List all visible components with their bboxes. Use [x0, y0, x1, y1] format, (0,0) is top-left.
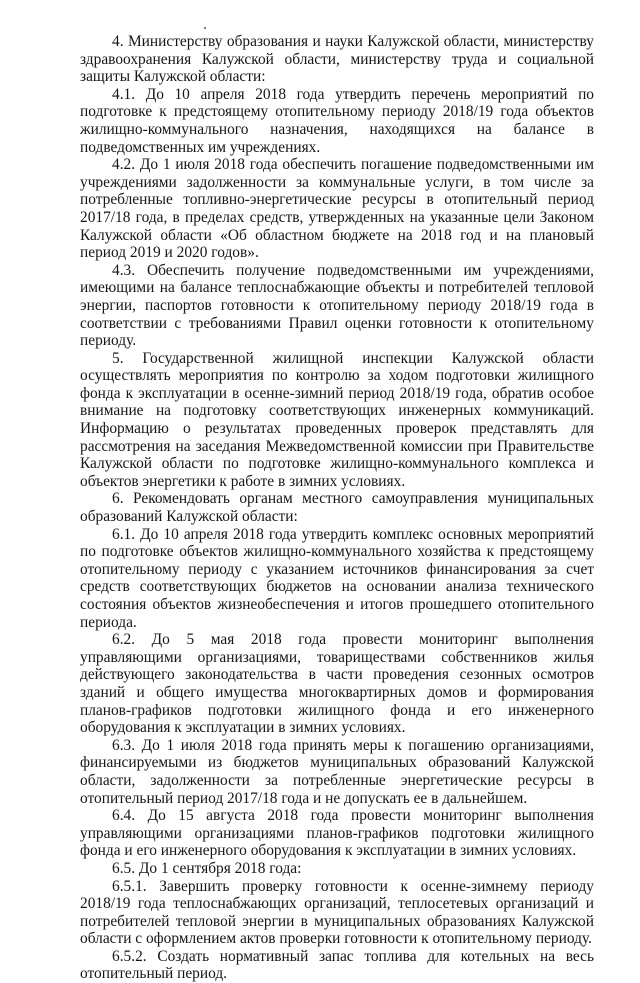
paragraph-4: 4. Министерству образования и науки Калужской области, министерству здравоохранения Калужской области, министерству труда и социальной защиты Калужской области:	[80, 33, 594, 86]
paragraph-6-1: 6.1. До 10 апреля 2018 года утвердить комплекс основных мероприятий по подготовке объектов жилищно-коммунального хозяйства к предстоящему отопительному периоду с указанием источников финансирования за счет средств соответствующих бюджетов на основании анализа технического состояния объектов жизнеобеспечения и итогов прошедшего отопительного периода.	[80, 525, 594, 631]
paragraph-6-2: 6.2. До 5 мая 2018 года провести мониторинг выполнения управляющими организациями, товариществами собственников жилья действующего законодательства в части проведения сезонных осмотров зданий и общего имущества многоквартирных домов и формирования планов-графиков подготовки жилищного фонда и его инженерного оборудования к эксплуатации в зимних условиях.	[80, 631, 594, 737]
paragraph-6-5-2: 6.5.2. Создать нормативный запас топлива для котельных на весь отопительный период.	[80, 947, 594, 983]
paragraph-4-2: 4.2. До 1 июля 2018 года обеспечить погашение подведомственными им учреждениями задолженности за коммунальные услуги, в том числе за потребленные топливно-энергетические ресурсы в отопительный период 2017/18 года, в пределах средств, утвержденных на указанные цели Законом Калужской области «Об областном бюджете на 2018 год и на плановый период 2019 и 2020 годов».	[80, 156, 594, 262]
scan-speck	[204, 27, 206, 29]
paragraph-4-1: 4.1. До 10 апреля 2018 года утвердить перечень мероприятий по подготовке к предстоящему отопительному периоду 2018/19 года объектов жилищно-коммунального назначения, находящихся на балансе в подведомственных им учреждениях.	[80, 85, 594, 156]
paragraph-6: 6. Рекомендовать органам местного самоуправления муниципальных образований Калужской области:	[80, 490, 594, 526]
paragraph-6-3: 6.3. До 1 июля 2018 года принять меры к погашению организациями, финансируемыми из бюджетов муниципальных образований Калужской области, задолженности за потребленные энергетические ресурсы в отопительный период 2017/18 года и не допускать ее в дальнейшем.	[80, 736, 594, 807]
paragraph-4-3: 4.3. Обеспечить получение подведомственными им учреждениями, имеющими на балансе теплоснабжающие объекты и потребителей тепловой энергии, паспортов готовности к отопительному периоду 2018/19 года в соответствии с требованиями Правил оценки готовности к отопительному периоду.	[80, 261, 594, 350]
paragraph-6-5: 6.5. До 1 сентября 2018 года:	[112, 859, 302, 877]
paragraph-6-5-1: 6.5.1. Завершить проверку готовности к осенне-зимнему периоду 2018/19 года теплоснабжающих организаций, теплосетевых организаций и потребителей тепловой энергии в муниципальных образованиях Калужской области с оформлением актов проверки готовности к отопительному периоду.	[80, 877, 594, 948]
paragraph-5: 5. Государственной жилищной инспекции Калужской области осуществлять мероприятия по контролю за ходом подготовки жилищного фонда к эксплуатации в осенне-зимний период 2018/19 года, обратив особое внимание на подготовку соответствующих инженерных коммуникаций. Информацию о результатах проведенных проверок представлять для рассмотрения на заседания Межведомственной комиссии при Правительстве Калужской области по подготовке жилищно-коммунального комплекса и объектов энергетики к работе в зимних условиях.	[80, 349, 594, 490]
document-page	[80, 33, 594, 983]
paragraph-6-4: 6.4. До 15 августа 2018 года провести мониторинг выполнения управляющими организациями планов-графиков подготовки жилищного фонда и его инженерного оборудования к эксплуатации в зимних условиях.	[80, 807, 594, 860]
